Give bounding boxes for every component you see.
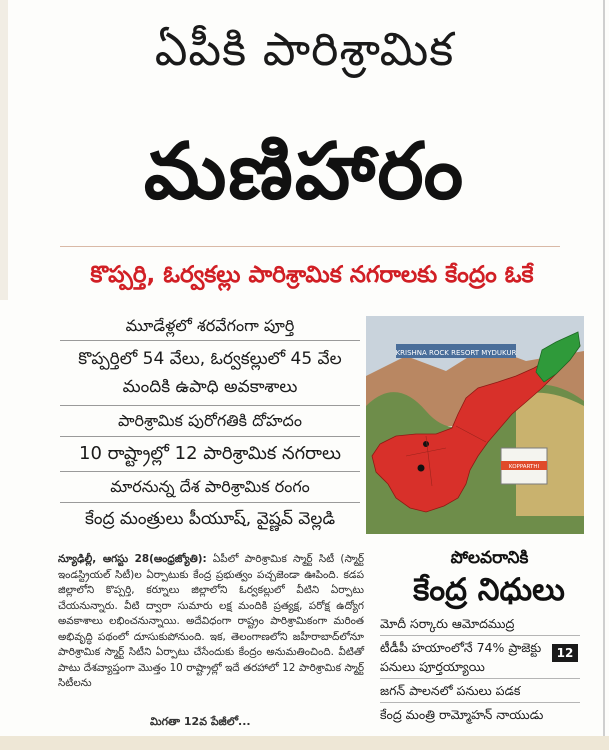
subheadline: కొప్పర్తి, ఓర్వకల్లు పారిశ్రామిక నగరాలకు కేంద్రం ఓకే	[90, 262, 534, 288]
map-photo	[366, 316, 584, 534]
resort-sign-text: KRISHNA ROCK RESORT MYDUKUR	[395, 349, 517, 357]
headline-main: మణిహారం	[143, 127, 466, 217]
headline-top: ఏపీకి పారిశ్రామిక	[154, 22, 455, 76]
sidebar-list	[380, 612, 580, 726]
continued-note[interactable]: మిగతా 12వ పేజీలో...	[150, 715, 251, 728]
point-item: కొప్పర్తిలో 54 వేలు, ఓర్వకల్లులో 45 వేల మందికి ఉపాధి అవకాశాలు	[60, 341, 360, 406]
point-item: 10 రాష్ట్రాల్లో 12 పారిశ్రామిక నగరాలు	[60, 437, 360, 472]
page-edge	[0, 0, 8, 300]
headline-rule	[60, 246, 560, 247]
point-item: మారనున్న దేశ పారిశ్రామిక రంగం	[60, 472, 360, 503]
sidebar-kicker: పోలవరానికి	[450, 548, 529, 568]
article-text: ఏపీలో పారిశ్రామిక స్మార్ట్‌ సిటీ (స్మార్ట్‌ ఇండస్ట్రియల్‌ సిటీ)ల ఏర్పాటుకు కేంద్ర ప్రభుత్వం పచ్చజెండా ఊపింది. కడప జిల్లాలోని కొప్పర్తి, కర్నూలు జిల్లాలోని ఓర్వకల్లులో వీటిని ఏర్పాటు చేయనున్నారు. వీటి ద్వారా సుమారు లక్ష మందికి ప్రత్యక్ష, పరోక్ష ఉద్యోగ అవకాశాలు లభించనున్నాయి. అదేవిధంగా రాష్ట్రం పారిశ్రామికంగా మరింత అభివృద్ధి పథంలో దూసుకుపోనుంది. ఇక, తెలంగాణలోని జహీరాబాద్‌లోనూ పారిశ్రామిక స్మార్ట్‌ సిటీని ఏర్పాటు చేసేందుకు కేంద్రం అనుమతించింది. వీటితో పాటు దేశవ్యాప్తంగా మొత్తం 10 రాష్ట్రాల్లో ఇదే తరహాలో 12 పారిశ్రామిక స్మార్ట్‌ సిటీలను	[58, 553, 364, 689]
sidebar-item: మోదీ సర్కారు ఆమోదముద్ర	[380, 612, 580, 636]
article-body	[58, 552, 364, 692]
column-border	[603, 0, 605, 750]
bottom-strip	[0, 736, 609, 750]
board-text: KOPPARTHI	[508, 464, 540, 470]
point-item: పారిశ్రామిక పురోగతికి దోహదం	[60, 406, 360, 437]
sidebar-headline: కేంద్ర నిధులు	[413, 572, 565, 608]
page-ref-badge[interactable]: 12	[552, 644, 578, 662]
article-dateline: న్యూఢిల్లీ, ఆగస్టు 28(ఆంధ్రజ్యోతి):	[58, 553, 207, 565]
sidebar-item: కేంద్ర మంత్రి రామ్మోహన్‌ నాయుడు	[380, 707, 544, 722]
ap-map-illustration	[366, 316, 584, 534]
point-item: కేంద్ర మంత్రులు పీయూష్‌, వైష్ణవ్‌ వెల్లడి	[84, 509, 336, 529]
sidebar-item: టీడీపీ హయాంలోనే 74% ప్రాజెక్టు పనులు పూర్తయ్యాయి	[380, 636, 580, 679]
highlight-points	[60, 312, 360, 535]
point-item: మూడేళ్లలో శరవేగంగా పూర్తి	[60, 312, 360, 341]
sidebar-item: జగన్‌ పాలనలో పనులు పడక	[380, 679, 580, 703]
